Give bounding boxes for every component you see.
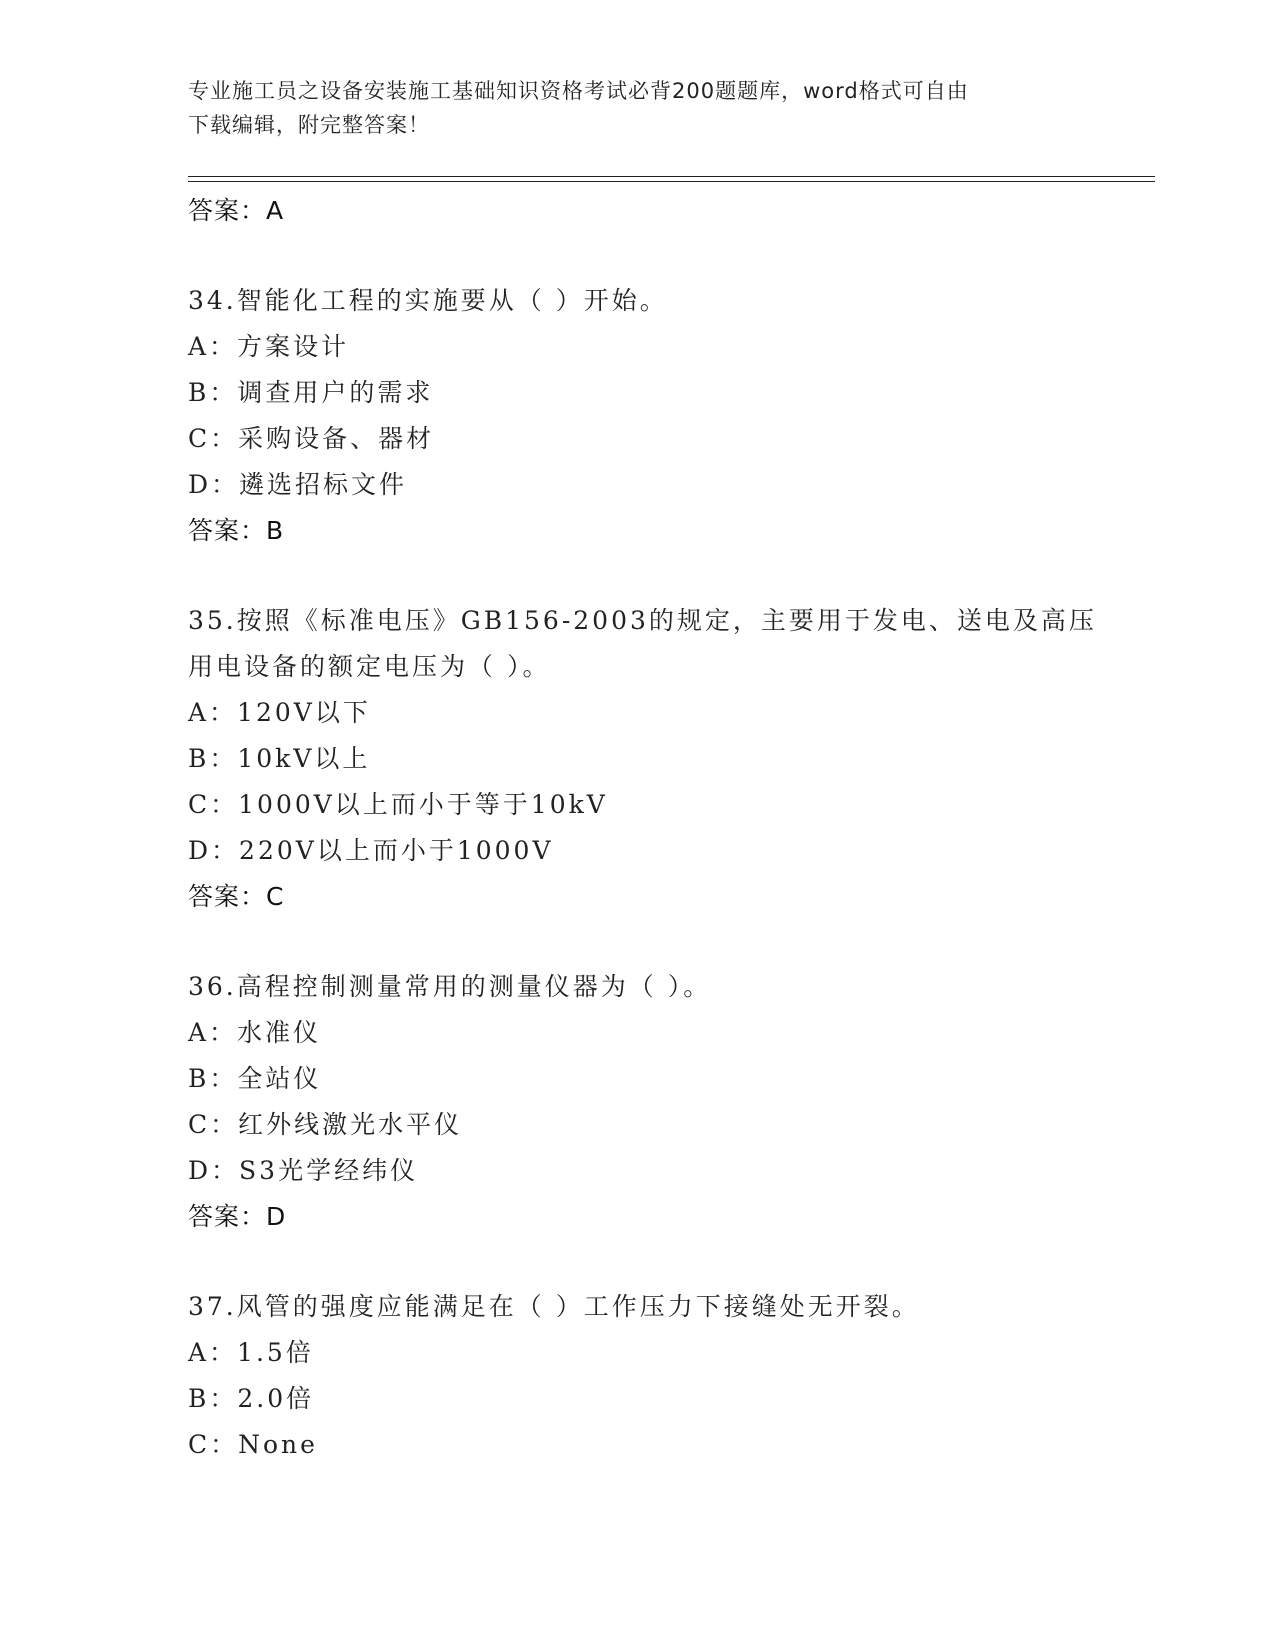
question-37-option-b: B：2.0倍 [188,1384,315,1413]
header-rule-bottom [188,181,1155,182]
question-35-answer: 答案：C [188,882,285,911]
question-37 [188,1284,1148,1468]
question-36-option-d: D：S3光学经纬仪 [188,1156,419,1185]
question-34-stem: 34.智能化工程的实施要从（ ）开始。 [188,286,668,315]
question-35-stem-line-2: 用电设备的额定电压为（ ）。 [188,652,551,681]
question-36 [188,964,1148,1240]
question-list [188,188,1148,1468]
question-36-option-b: B：全站仪 [188,1064,322,1093]
question-35-option-c: C：1000V以上而小于等于10kV [188,790,608,819]
question-34-answer: 答案：B [188,516,285,545]
question-35-option-a: A：120V以下 [188,698,371,727]
question-37-option-a: A：1.5倍 [188,1338,314,1367]
question-36-option-a: A：水准仪 [188,1018,322,1047]
question-35-option-b: B：10kV以上 [188,744,371,773]
question-37-option-c: C：None [188,1430,318,1459]
question-34-option-d: D：遴选招标文件 [188,470,408,499]
question-34-option-b: B：调查用户的需求 [188,378,434,407]
question-36-answer: 答案：D [188,1202,287,1231]
question-34-option-c: C：采购设备、器材 [188,424,435,453]
question-34-option-a: A：方案设计 [188,332,350,361]
question-36-option-c: C：红外线激光水平仪 [188,1110,463,1139]
document-header [188,74,1088,142]
question-35 [188,598,1148,920]
question-36-stem: 36.高程控制测量常用的测量仪器为（ ）。 [188,972,712,1001]
question-34 [188,278,1148,554]
question-37-stem: 37.风管的强度应能满足在（ ）工作压力下接缝处无开裂。 [188,1292,920,1321]
question-35-option-d: D：220V以上而小于1000V [188,836,554,865]
header-rule-top [188,176,1155,177]
header-line-1: 专业施工员之设备安装施工基础知识资格考试必背200题题库，word格式可自由 [188,79,969,103]
answer-prev: 答案：A [188,196,285,225]
header-line-2: 下载编辑，附完整答案！ [188,113,430,137]
question-35-stem-line-1: 35.按照《标准电压》GB156-2003的规定，主要用于发电、送电及高压 [188,606,1097,635]
